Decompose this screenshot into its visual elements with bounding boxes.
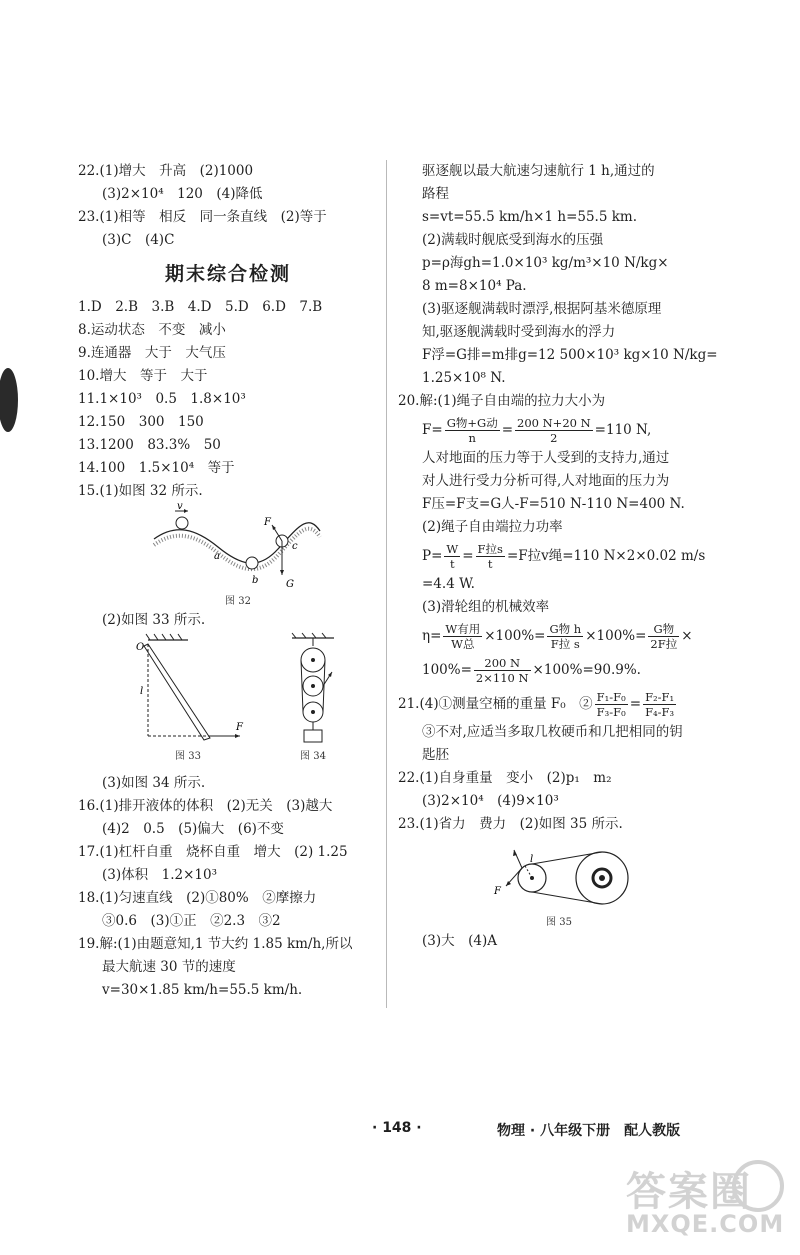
binding-mark bbox=[0, 360, 24, 444]
fig32-label: v bbox=[177, 503, 183, 512]
column-divider bbox=[386, 160, 387, 1008]
answer-line: 16.(1)排开液体的体积 (2)无关 (3)越大 bbox=[78, 798, 333, 814]
numerator: G物 bbox=[648, 622, 679, 637]
answer-line: 路程 bbox=[422, 186, 449, 202]
fig32-label: c bbox=[292, 541, 298, 552]
denominator: n bbox=[468, 431, 476, 445]
answer-line: 12.150 300 150 bbox=[78, 414, 204, 430]
answer-line: (3)2×10⁴ 120 (4)降低 bbox=[102, 186, 263, 202]
equation-line bbox=[398, 539, 708, 573]
answer-line: (2)如图 33 所示. bbox=[102, 612, 206, 628]
eq-text: ×100%= bbox=[484, 628, 546, 644]
fig35-label: F bbox=[494, 886, 501, 897]
answer-line: 13.1200 83.3% 50 bbox=[78, 437, 221, 453]
figure-35 bbox=[484, 836, 708, 930]
figure-caption: 图 32 bbox=[225, 596, 251, 607]
equation-line bbox=[398, 687, 708, 721]
fig33-label: l bbox=[140, 686, 144, 697]
equation-line bbox=[398, 653, 708, 687]
answer-line: ③0.6 (3)①正 ②2.3 ③2 bbox=[102, 913, 281, 929]
eq-text: = bbox=[462, 548, 474, 564]
answer-line: F压=F支=G人-F=510 N-110 N=400 N. bbox=[422, 496, 685, 512]
numerator: F₂-F₁ bbox=[645, 690, 675, 704]
eq-text: =110 N, bbox=[594, 422, 652, 438]
eq-text: × bbox=[681, 628, 693, 644]
answer-line: (3)体积 1.2×10³ bbox=[102, 867, 217, 883]
answer-line: 11.1×10³ 0.5 1.8×10³ bbox=[78, 391, 246, 407]
section-title: 期末综合检测 bbox=[164, 263, 291, 285]
answer-line: p=ρ海gh=1.0×10³ kg/m³×10 N/kg× bbox=[422, 255, 669, 271]
answer-line: 20.解:(1)绳子自由端的拉力大小为 bbox=[398, 393, 606, 409]
denominator: F拉 s bbox=[550, 637, 580, 651]
numerator: F拉s bbox=[477, 542, 503, 556]
eq-text: η= bbox=[422, 628, 442, 644]
eq-text: =F拉v绳=110 N×2×0.02 m/s bbox=[506, 548, 706, 564]
fig33-label: O bbox=[136, 642, 145, 653]
answer-line: (3)滑轮组的机械效率 bbox=[422, 599, 550, 615]
answer-line: 匙胚 bbox=[422, 747, 449, 763]
answer-line: 8 m=8×10⁴ Pa. bbox=[422, 278, 527, 294]
denominator: t bbox=[450, 557, 455, 571]
figure-caption: 图 35 bbox=[546, 917, 572, 928]
answer-line: 19.解:(1)由题意知,1 节大约 1.85 km/h,所以 bbox=[78, 936, 353, 952]
numerator: 200 N+20 N bbox=[517, 416, 591, 430]
fraction bbox=[515, 416, 593, 445]
numerator: W有用 bbox=[445, 622, 481, 636]
fraction bbox=[476, 542, 505, 571]
answer-line: (3)大 (4)A bbox=[422, 933, 497, 949]
answer-line: 9.连通器 大于 大气压 bbox=[78, 345, 226, 361]
watermark-url: MXQE.COM bbox=[626, 1210, 785, 1238]
figure-33 bbox=[118, 632, 258, 764]
answer-line: 17.(1)杠杆自重 烧杯自重 增大 (2) 1.25 bbox=[78, 844, 348, 860]
fraction bbox=[643, 690, 676, 719]
answer-line: 1.D 2.B 3.B 4.D 5.D 6.D 7.B bbox=[78, 299, 323, 315]
fig32-label: b bbox=[252, 575, 259, 586]
answer-line: (3)如图 34 所示. bbox=[102, 775, 206, 791]
fig35-label: l bbox=[530, 854, 534, 865]
figure-row bbox=[78, 632, 378, 772]
eq-text: 100%= bbox=[422, 662, 472, 678]
equation-line bbox=[398, 413, 708, 447]
book-info: 物理 · 八年级下册 配人教版 bbox=[497, 1123, 681, 1139]
answer-line: s=vt=55.5 km/h×1 h=55.5 km. bbox=[422, 209, 637, 225]
figure-34 bbox=[288, 632, 338, 764]
page-number: · 148 · bbox=[372, 1120, 422, 1136]
answer-line: 18.(1)匀速直线 (2)①80% ②摩擦力 bbox=[78, 890, 317, 906]
answer-line: F浮=G排=m排g=12 500×10³ kg×10 N/kg= bbox=[422, 347, 718, 363]
eq-text: 21.(4)①测量空桶的重量 F₀ ② bbox=[398, 696, 593, 712]
answer-line: =4.4 W. bbox=[422, 576, 475, 592]
fig32-label: a bbox=[214, 551, 220, 562]
fraction bbox=[547, 622, 583, 651]
answer-line: 最大航速 30 节的速度 bbox=[102, 959, 236, 975]
numerator: G物 h bbox=[549, 622, 582, 636]
answer-line: 22.(1)自身重量 变小 (2)p₁ m₂ bbox=[398, 770, 612, 786]
denominator: t bbox=[487, 557, 493, 571]
fraction bbox=[444, 542, 460, 571]
denominator: 2F拉 bbox=[650, 637, 678, 651]
answer-line: 23.(1)省力 费力 (2)如图 35 所示. bbox=[398, 816, 623, 832]
denominator: F₃-F₀ bbox=[596, 705, 626, 719]
answer-line: 人对地面的压力等于人受到的支持力,通过 bbox=[422, 450, 670, 466]
fraction bbox=[445, 416, 500, 445]
answer-line: (2)满载时舰底受到海水的压强 bbox=[422, 232, 604, 248]
answer-line: 15.(1)如图 32 所示. bbox=[78, 483, 203, 499]
eq-text: ×100%=90.9%. bbox=[532, 662, 641, 678]
eq-text: = bbox=[501, 422, 514, 438]
fig32-label: G bbox=[286, 579, 294, 590]
left-column bbox=[78, 160, 378, 1002]
answer-line: ③不对,应适当多取几枚硬币和几把相同的钥 bbox=[422, 724, 683, 740]
eq-text: = bbox=[629, 696, 642, 712]
watermark-text: 答案圈 bbox=[626, 1169, 752, 1215]
fraction bbox=[648, 622, 679, 651]
answer-line: 22.(1)增大 升高 (2)1000 bbox=[78, 163, 254, 179]
answer-line: 驱逐舰以最大航速匀速航行 1 h,通过的 bbox=[422, 163, 655, 179]
fraction bbox=[595, 690, 628, 719]
fraction bbox=[474, 656, 531, 685]
answer-line: (3)驱逐舰满载时漂浮,根据阿基米德原理 bbox=[422, 301, 662, 317]
numerator: W bbox=[446, 542, 459, 556]
denominator: W总 bbox=[451, 637, 475, 651]
answer-line: (2)绳子自由端拉力功率 bbox=[422, 519, 563, 535]
eq-text: ×100%= bbox=[585, 628, 647, 644]
numerator: 200 N bbox=[474, 656, 531, 671]
answer-line: 23.(1)相等 相反 同一条直线 (2)等于 bbox=[78, 209, 327, 225]
answer-line: 对人进行受力分析可得,人对地面的压力为 bbox=[422, 473, 670, 489]
numerator: G物+G动 bbox=[446, 416, 498, 430]
answer-line: 知,驱逐舰满载时受到海水的浮力 bbox=[422, 324, 616, 340]
denominator: 2×110 N bbox=[475, 671, 529, 685]
fig33-label: F bbox=[236, 722, 243, 733]
answer-line: 1.25×10⁸ N. bbox=[422, 370, 506, 386]
answer-line: 8.运动状态 不变 减小 bbox=[78, 322, 226, 338]
eq-text: P= bbox=[422, 548, 443, 564]
figure-caption: 图 34 bbox=[300, 751, 326, 762]
figure-caption: 图 33 bbox=[175, 751, 201, 762]
answer-line: 10.增大 等于 大于 bbox=[78, 368, 208, 384]
answer-line: 14.100 1.5×10⁴ 等于 bbox=[78, 460, 235, 476]
answer-line: v=30×1.85 km/h=55.5 km/h. bbox=[102, 982, 303, 998]
fraction bbox=[443, 622, 482, 651]
answer-line: (3)C (4)C bbox=[102, 232, 175, 248]
answer-line: (4)2 0.5 (5)偏大 (6)不变 bbox=[102, 821, 284, 837]
denominator: F₄-F₃ bbox=[645, 705, 675, 719]
fig32-label: F bbox=[264, 517, 271, 528]
numerator: F₁-F₀ bbox=[596, 690, 626, 704]
figure-32 bbox=[148, 503, 378, 609]
eq-text: F= bbox=[422, 422, 443, 438]
right-column bbox=[398, 160, 718, 953]
answer-line: (3)2×10⁴ (4)9×10³ bbox=[422, 793, 559, 809]
watermark-logo-icon bbox=[732, 1160, 784, 1212]
denominator: 2 bbox=[550, 431, 558, 445]
equation-line bbox=[398, 619, 708, 653]
